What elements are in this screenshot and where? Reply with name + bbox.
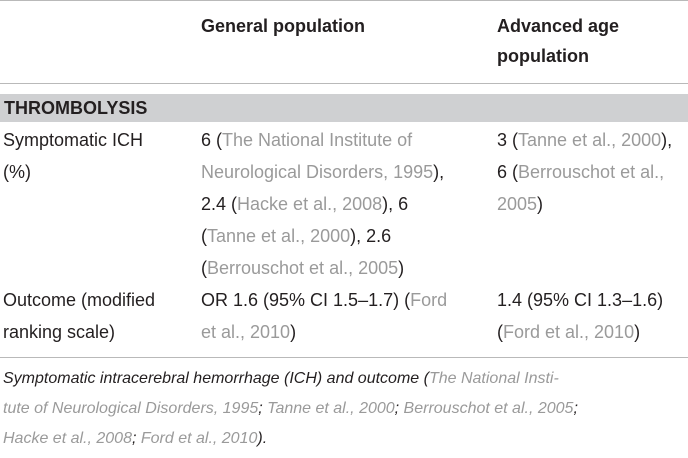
citation-link[interactable]: Tanne et al., 2000 [518, 130, 662, 150]
text: ; [131, 430, 141, 447]
row-outcome-advanced [497, 284, 688, 348]
caption-line3 [3, 424, 688, 454]
general-line1 [201, 124, 491, 156]
advanced-line2 [497, 156, 688, 188]
row-symptomatic-ich-advanced [497, 124, 688, 220]
caption-line1 [3, 364, 688, 394]
general-line2 [201, 316, 491, 348]
general-line3 [201, 188, 491, 220]
text: ) [290, 322, 297, 342]
citation-link[interactable]: Hacke et al., 2008 [237, 194, 383, 214]
citation-link[interactable]: 2005 [497, 194, 538, 214]
header-col2-text: General population [201, 16, 366, 36]
text: ( [201, 226, 207, 246]
general-line4 [201, 220, 491, 252]
row-label-line1: Symptomatic ICH [3, 130, 144, 150]
caption-line2 [3, 394, 688, 424]
citation-link[interactable]: Ford et al., 2010 [503, 322, 635, 342]
advanced-line2 [497, 316, 688, 348]
citation-link[interactable]: tute of Neurological Disorders, 1995 [3, 400, 259, 417]
text: OR 1.6 (95% CI 1.5–1.7) ( [201, 290, 411, 310]
citation-link[interactable]: Neurological Disorders, 1995 [201, 162, 434, 182]
citation-link[interactable]: Hacke et al., 2008 [3, 430, 132, 447]
row-symptomatic-ich-label [3, 124, 143, 188]
advanced-line1 [497, 284, 688, 316]
text: ), 6 [382, 194, 409, 214]
text: 6 ( [201, 130, 223, 150]
advanced-line1 [497, 124, 688, 156]
row-label-line2: (%) [3, 162, 31, 182]
advanced-line3 [497, 188, 688, 220]
header-general-population [201, 13, 365, 40]
row-label-line2: ranking scale) [3, 322, 116, 342]
citation-link[interactable]: Tanne et al., 2000 [267, 400, 395, 417]
citation-link[interactable]: Berrouschot et al., 2005 [207, 258, 399, 278]
text: ; [573, 400, 578, 417]
text: ), [433, 162, 445, 182]
general-line1 [201, 284, 491, 316]
citation-link[interactable]: Tanne et al., 2000 [207, 226, 351, 246]
citation-link[interactable]: Ford et al., 2010 [140, 430, 258, 447]
text: ) [634, 322, 641, 342]
text: 3 ( [497, 130, 519, 150]
text: ; [394, 400, 404, 417]
citation-link[interactable]: Berrouschot et al., 2005 [403, 400, 574, 417]
text: ), [661, 130, 673, 150]
text: 6 ( [497, 162, 519, 182]
citation-link[interactable]: et al., 2010 [201, 322, 291, 342]
row-outcome-general [201, 284, 491, 348]
row-label-line1: Outcome (modified [3, 290, 156, 310]
header-col3-line2: population [497, 46, 589, 66]
text: ), 2.6 [350, 226, 392, 246]
citation-link[interactable]: Berrouschot et al., [518, 162, 665, 182]
citation-link[interactable]: The National Insti- [428, 370, 559, 387]
header-rule [0, 83, 688, 84]
section-header-bar [0, 94, 688, 122]
citation-link[interactable]: Ford [410, 290, 448, 310]
text: 1.4 (95% CI 1.3–1.6) [497, 290, 664, 310]
text: ) [537, 194, 544, 214]
text: ( [201, 258, 207, 278]
bottom-rule [0, 357, 688, 358]
top-rule [0, 0, 688, 1]
text: 2.4 ( [201, 194, 238, 214]
section-label-thrombolysis: THROMBOLYSIS [4, 98, 148, 118]
text: ; [258, 400, 268, 417]
text: ( [497, 322, 503, 342]
text: Symptomatic intracerebral hemorrhage (ICH) and outcome ( [3, 370, 429, 387]
header-col3-line1: Advanced age [497, 16, 620, 36]
row-outcome-label [3, 284, 155, 348]
general-line5 [201, 252, 491, 284]
text: ) [398, 258, 405, 278]
citation-link[interactable]: The National Institute of [222, 130, 413, 150]
table-caption [3, 364, 688, 454]
header-advanced-age-population [497, 13, 619, 70]
row-symptomatic-ich-general [201, 124, 491, 284]
general-line2 [201, 156, 491, 188]
text: ). [257, 430, 268, 447]
